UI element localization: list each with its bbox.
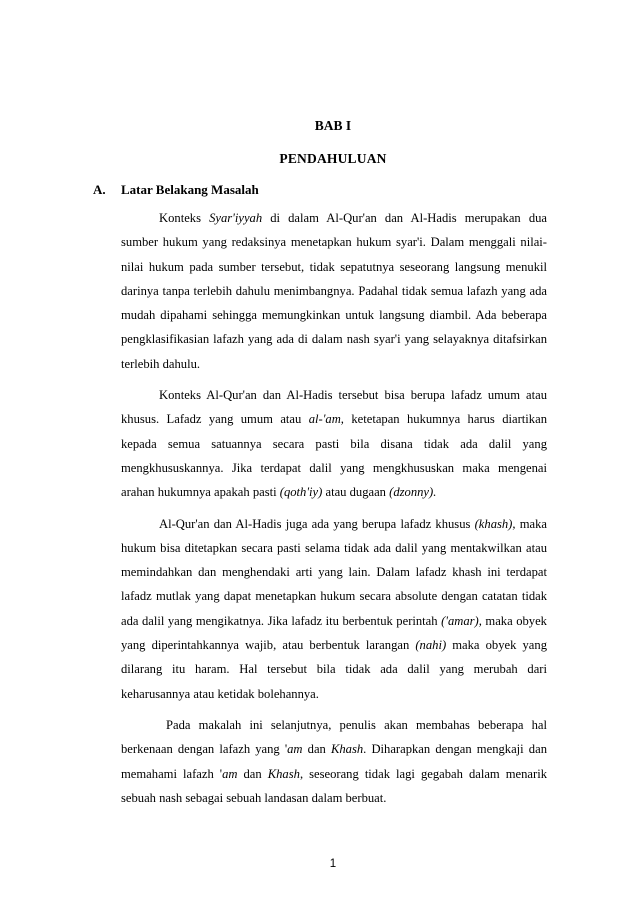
italic-term: (nahi): [415, 638, 447, 653]
italic-term: Khash: [267, 766, 300, 781]
text-run: dan: [302, 742, 331, 757]
text-run: maka hukum bisa ditetapkan secara pasti selama tidak ada dalil yang mentakwilkan atau memindahkan dan menghendaki arti yang lain. Dalam lafadz khash ini terdapat lafadz mutlak yang dapat menetapkan hukum secara absolute dengan catatan tidak ada dalil yang mengikatnya. Jika lafadz itu berbentuk perintah: [121, 516, 547, 628]
paragraph-2: [121, 383, 547, 504]
body-text: [121, 206, 547, 817]
text-run: atau dugaan: [322, 485, 390, 500]
text-run: Konteks: [159, 211, 210, 225]
text-run: maka obyek yang dilarang itu haram. Hal tersebut bila tidak ada dalil yang merubah dari keharusannya atau ketidak bolehannya.: [121, 638, 547, 701]
paragraph-3: [121, 512, 547, 706]
chapter-title: PENDAHULUAN: [279, 151, 387, 166]
italic-term: ('amar),: [441, 613, 482, 628]
italic-term: (khash),: [474, 516, 516, 531]
chapter-label: BAB I: [314, 118, 352, 133]
page-number: 1: [329, 858, 337, 870]
text-run: maka obyek yang diperintahkannya wajib, atau berbentuk larangan: [121, 613, 547, 653]
section-heading: [93, 182, 259, 198]
italic-term: (qoth'iy): [279, 485, 323, 500]
italic-term: (dzonny).: [389, 485, 437, 500]
paragraph-1: [121, 206, 547, 376]
italic-term: Syar'iyyah: [209, 211, 263, 225]
text-run: . Diharapkan dengan mengkaji dan memahami lafazh ': [121, 742, 547, 781]
italic-term: am: [287, 742, 303, 757]
text-run: ketetapan hukumnya harus diartikan kepada semua satuannya secara pasti bila disana tidak ada dalil yang mengkhususkannya. Jika terdapat dalil yang mengkhususkan maka mengenai arahan hukumnya apakah pasti: [121, 412, 547, 500]
text-run: Al-Qur'an dan Al-Hadis juga ada yang berupa lafadz khusus: [159, 516, 475, 531]
italic-term: al-'am,: [308, 412, 344, 427]
paragraph-4: [121, 713, 547, 810]
text-run: Konteks Al-Qur'an dan Al-Hadis tersebut bisa berupa lafadz umum atau khusus. Lafadz yang umum atau: [121, 388, 547, 427]
text-run: dan: [237, 766, 268, 781]
italic-term: am: [222, 766, 238, 781]
text-run: , seseorang tidak lagi gegabah dalam menarik sebuah nash sebagai sebuah landasan dalam berbuat.: [121, 766, 548, 805]
section-heading-text: Latar Belakang Masalah: [121, 182, 259, 197]
text-run: di dalam Al-Qur'an dan Al-Hadis merupakan dua sumber hukum yang redaksinya menetapkan hukum syar'i. Dalam menggali nilai-nilai hukum pada sumber tersebut, tidak sepatutnya seseorang langsung menukil darinya tanpa terlebih dahulu menimbangnya. Padahal tidak semua lafazh yang ada mudah dipahami sehingga memungkinkan untuk langsung diambil. Ada beberapa pengklasifikasian lafazh yang ada di dalam nash syar'i yang selayaknya ditafsirkan terlebih dahulu.: [121, 211, 547, 371]
section-number: A.: [93, 182, 106, 197]
italic-term: Khash: [330, 742, 364, 757]
text-run: Pada makalah ini selanjutnya, penulis akan membahas beberapa hal berkenaan dengan lafazh yang ': [121, 717, 547, 757]
